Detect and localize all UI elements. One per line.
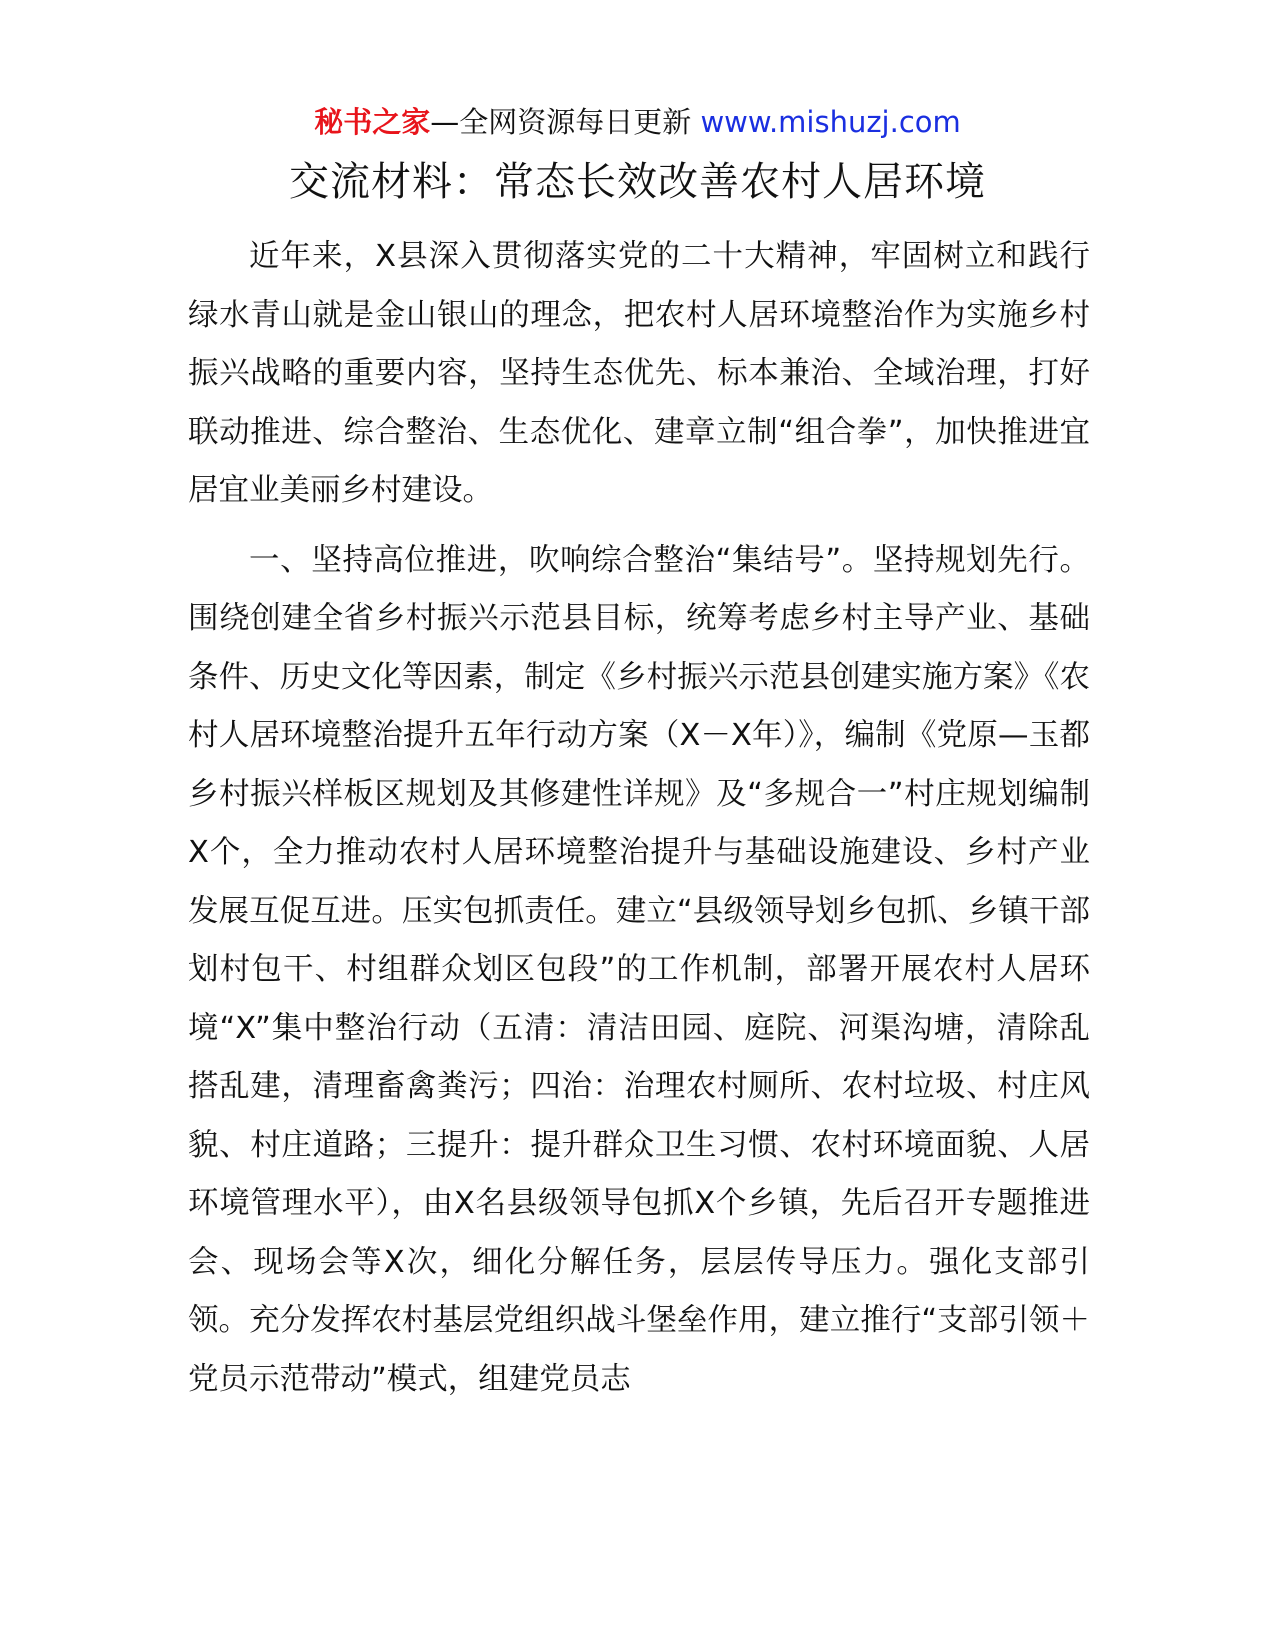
site-banner bbox=[0, 102, 1275, 142]
paragraph-section-one: 一、坚持高位推进，吹响综合整治“集结号”。坚持规划先行。围绕创建全省乡村振兴示范县目标，统筹考虑乡村主导产业、基础条件、历史文化等因素，制定《乡村振兴示范县创建实施方案》《农村人居环境整治提升五年行动方案（X－X年）》，编制《党原—玉都乡村振兴样板区规划及其修建性详规》及“多规合一”村庄规划编制X个，全力推动农村人居环境整治提升与基础设施建设、乡村产业发展互促互进。压实包抓责任。建立“县级领导划乡包抓、乡镇干部划村包干、村组群众划区包段”的工作机制，部署开展农村人居环境“X”集中整治行动（五清：清洁田园、庭院、河渠沟塘，清除乱搭乱建，清理畜禽粪污；四治：治理农村厕所、农村垃圾、村庄风貌、村庄道路；三提升：提升群众卫生习惯、农村环境面貌、人居环境管理水平），由X名县级领导包抓X个乡镇，先后召开专题推进会、现场会等X次，细化分解任务，层层传导压力。强化支部引领。充分发挥农村基层党组织战斗堡垒作用，建立推行“支部引领＋党员示范带动”模式，组建党员志 bbox=[188, 542, 1090, 1397]
document-body bbox=[188, 228, 1090, 1409]
brand-name: 秘书之家 bbox=[314, 105, 431, 139]
site-url-link[interactable]: www.mishuzj.com bbox=[700, 105, 961, 139]
paragraph-intro: 近年来，X县深入贯彻落实党的二十大精神，牢固树立和践行绿水青山就是金山银山的理念，把农村人居环境整治作为实施乡村振兴战略的重要内容，坚持生态优先、标本兼治、全域治理，打好联动推进、综合整治、生态优化、建章立制“组合拳”，加快推进宜居宜业美丽乡村建设。 bbox=[188, 239, 1090, 508]
document-title: 交流材料：常态长效改善农村人居环境 bbox=[289, 159, 986, 205]
banner-slogan: —全网资源每日更新 bbox=[430, 105, 701, 139]
